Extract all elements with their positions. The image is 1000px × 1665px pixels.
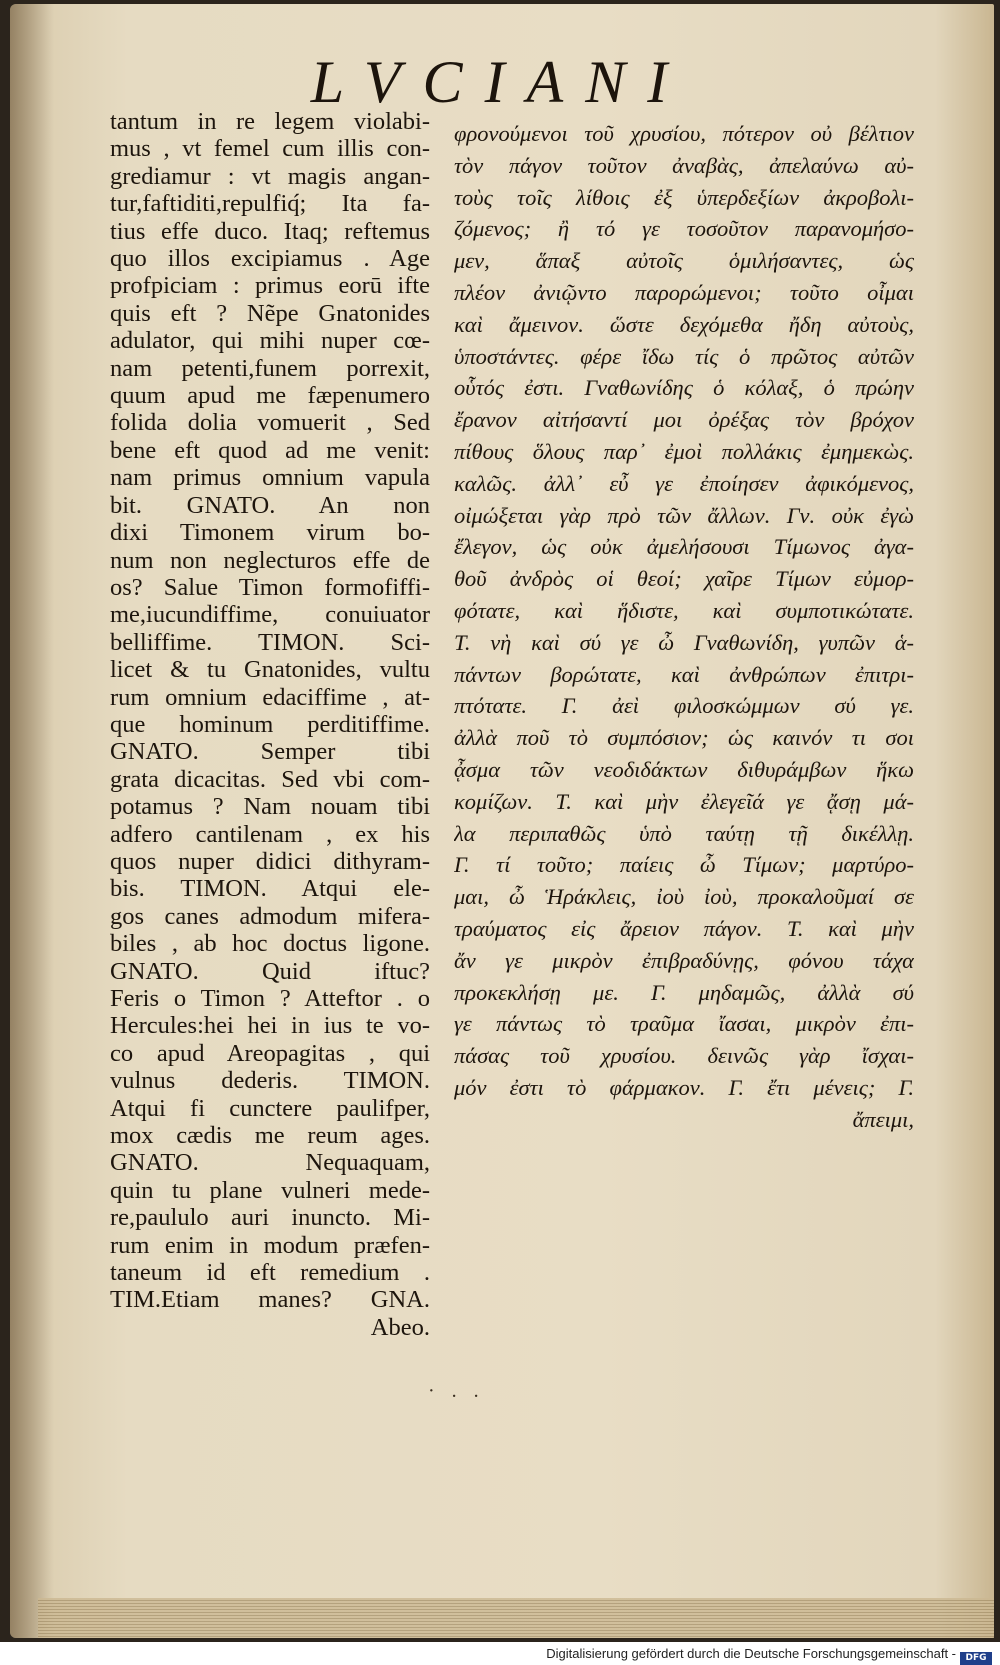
greek-text-line: πλέον ἀνιῷντο παρορώμενοι; τοῦτο οἶμαι [454, 279, 914, 305]
latin-text-line: me,iucundiffime, conuiuator [110, 601, 430, 629]
greek-text-line: οἰμώξεται γὰρ πρὸ τῶν ἄλλων. Γν. οὐκ ἐγὼ [454, 502, 914, 528]
greek-text-line: καλῶς. ἀλλ᾽ εὖ γε ἐποίησεν ἀφικόμενος, [454, 470, 914, 496]
latin-text-line: mox cædis me reum ages. [110, 1122, 430, 1150]
latin-text-line: rum enim in modum præfen- [110, 1231, 430, 1259]
greek-text-line: φρονούμενοι τοῦ χρυσίου, πότερον οὐ βέλτιον [454, 121, 914, 146]
greek-text-line: πάντων βορώτατε, καὶ ἀνθρώπων ἐπιτρι- [454, 661, 914, 687]
greek-text-line: μαι, ὦ Ἡράκλεις, ἰοὺ ἰοὺ, προκαλοῦμαί σε [454, 884, 914, 910]
greek-text-line: κομίζων. Τ. καὶ μὴν ἐλεγεῖά γε ᾄσῃ μά- [454, 788, 914, 814]
latin-text-line: tius effe duco. Itaq; reftemus [110, 217, 430, 245]
greek-text-line: τὸν πάγον τοῦτον ἀναβὰς, ἀπελαύνω αὐ- [454, 152, 914, 178]
latin-text-line: bis. TIMON. Atqui ele- [110, 875, 430, 903]
latin-text-line: tur,faftiditi,repulfiq́; Ita fa- [110, 190, 430, 218]
latin-text-line: GNATO. Nequaquam, [110, 1149, 430, 1177]
latin-text-line: adulator, qui mihi nuper cœ- [110, 327, 430, 355]
latin-text-line: bit. GNATO. An non [110, 491, 430, 519]
greek-text-line: πάσας τοῦ χρυσίου. δεινῶς γὰρ ἴσχαι- [454, 1043, 914, 1069]
latin-text-line: folida dolia vomuerit , Sed [110, 409, 430, 437]
greek-text-line: προκεκλήσῃ με. Γ. μηδαμῶς, ἀλλὰ σύ [454, 979, 914, 1005]
latin-text-line: grediamur : vt magis angan- [110, 162, 430, 190]
catchword-mark: · . . [428, 1380, 485, 1402]
greek-text-line: θοῦ ἀνδρὸς οἱ θεοί; χαῖρε Τίμων εὐμορ- [454, 566, 914, 592]
latin-text-line: nam primus omnium vapula [110, 464, 430, 492]
latin-text-line: GNATO. Quid iftuc? [110, 957, 430, 985]
greek-text-line: ᾆσμα τῶν νεοδιδάκτων διθυράμβων ἥκω [454, 756, 914, 782]
latin-text-line: biles , ab hoc doctus ligone. [110, 930, 430, 958]
latin-text-line: bene eft quod ad me venit: [110, 436, 430, 464]
digitization-credit [0, 1644, 992, 1664]
latin-text-line: Atqui fi cunctere paulifper, [110, 1094, 430, 1122]
greek-text-line: τοὺς τοῖς λίθοις ἐξ ὑπερδεξίων ἀκροβολι- [454, 184, 914, 210]
latin-text-line: TIM.Etiam manes? GNA. [110, 1286, 430, 1314]
greek-text-line: λα περιπαθῶς ὑπὸ ταύτῃ τῇ δικέλλῃ. [454, 820, 914, 846]
latin-text-line: quo illos excipiamus . Age [110, 245, 430, 273]
latin-text-line: nam petenti,funem porrexit, [110, 354, 430, 382]
greek-text-line: τραύματος εἰς ἄρειον πάγον. Τ. καὶ μὴν [454, 915, 914, 941]
greek-text-line: Τ. νὴ καὶ σύ γε ὦ Γναθωνίδη, γυπῶν ἁ- [454, 629, 914, 655]
greek-text-line: πίθους ὅλους παρ᾽ ἐμοὶ πολλάκις ἐμημεκὼς. [454, 438, 914, 464]
greek-text-line: μόν ἐστι τὸ φάρμακον. Γ. ἔτι μένεις; Γ. [454, 1074, 914, 1100]
dfg-logo-icon: DFG [960, 1652, 992, 1665]
greek-column [454, 118, 914, 1136]
latin-text-line: Feris o Timon ? Atteftor . o [110, 985, 430, 1012]
credit-text: Digitalisierung gefördert durch die Deutsche Forschungsgemeinschaft - [546, 1646, 956, 1661]
latin-text-line: rum omnium edaciffime , at- [110, 683, 430, 711]
running-head: LVCIANI [310, 49, 690, 115]
greek-text-line: γε πάντως τὸ τραῦμα ἴασαι, μικρὸν ἐπι- [454, 1011, 914, 1037]
latin-text-line: co apud Areopagitas , qui [110, 1039, 430, 1067]
latin-text-line: mus , vt femel cum illis con- [110, 135, 430, 163]
latin-text-line: potamus ? Nam nouam tibi [110, 793, 430, 821]
latin-text-line: quin tu plane vulneri mede- [110, 1176, 430, 1204]
latin-text-line: num non neglecturos effe de [110, 546, 430, 574]
latin-text-line: quos nuper didici dithyram- [110, 847, 430, 875]
latin-text-line: GNATO. Semper tibi [110, 738, 430, 766]
page-block-edge [38, 1598, 994, 1638]
latin-text-line: re,paululo auri inuncto. Mi- [110, 1204, 430, 1232]
latin-text-line: os? Salue Timon formofiffi- [110, 573, 430, 601]
greek-text-line: ἔλεγον, ὡς οὐκ ἀμελήσουσι Τίμωνος ἀγα- [454, 534, 914, 560]
latin-text-line: tantum in re legem violabi- [110, 108, 430, 135]
greek-text-line: οὗτός ἐστι. Γναθωνίδης ὁ κόλαξ, ὁ πρώην [454, 375, 914, 401]
latin-text-line: gos canes admodum mifera- [110, 902, 430, 930]
greek-text-line: πτότατε. Γ. ἀεὶ φιλοσκώμμων σύ γε. [454, 693, 914, 719]
latin-text-line: taneum id eft remedium . [110, 1259, 430, 1287]
latin-text-line: profpiciam : primus eorū ifte [110, 272, 430, 300]
greek-text-line: Γ. τί τοῦτο; παίεις ὦ Τίμων; μαρτύρο- [454, 852, 914, 878]
latin-text-line: licet & tu Gnatonides, vultu [110, 656, 430, 684]
greek-text-line: μεν, ἅπαξ αὐτοῖς ὁμιλήσαντες, ὡς [454, 248, 914, 274]
greek-text-line: ὑποστάντες. φέρε ἴδω τίς ὁ πρῶτος αὐτῶν [454, 343, 914, 369]
page-gutter-shadow [10, 4, 54, 1638]
latin-text-line: Abeo. [370, 1313, 430, 1341]
latin-text-line: belliffime. TIMON. Sci- [110, 628, 430, 656]
greek-text-line: φότατε, καὶ ἥδιστε, καὶ συμποτικώτατε. [454, 597, 914, 623]
latin-text-line: Hercules:hei hei in ius te vo- [110, 1012, 430, 1040]
latin-column [110, 108, 430, 1341]
latin-text-line: dixi Timonem virum bo- [110, 519, 430, 547]
latin-text-line: que hominum perditiffime. [110, 710, 430, 738]
greek-text-line: καὶ ἄμεινον. ὥστε δεχόμεθα ἤδη αὐτοὺς, [454, 311, 914, 337]
latin-text-line: grata dicacitas. Sed vbi com- [110, 765, 430, 793]
greek-text-line: ἄπειμι, [852, 1106, 914, 1132]
latin-text-line: quum apud me fæpenumero [110, 382, 430, 410]
latin-text-line: vulnus dederis. TIMON. [110, 1067, 430, 1095]
latin-text-line: quis eft ? Nẽpe Gnatonides [110, 299, 430, 327]
greek-text-line: ἀλλὰ ποῦ τὸ συμπόσιον; ὡς καινόν τι σοι [454, 725, 914, 751]
greek-text-line: ἄν γε μικρὸν ἐπιβραδύνῃς, φόνου τάχα [454, 947, 914, 973]
greek-text-line: ἔρανον αἰτήσαντί μοι ὀρέξας τὸν βρόχον [454, 407, 914, 433]
latin-text-line: adfero cantilenam , ex his [110, 820, 430, 848]
greek-text-line: ζόμενος; ἢ τό γε τοσοῦτον παρανομήσο- [454, 216, 914, 242]
